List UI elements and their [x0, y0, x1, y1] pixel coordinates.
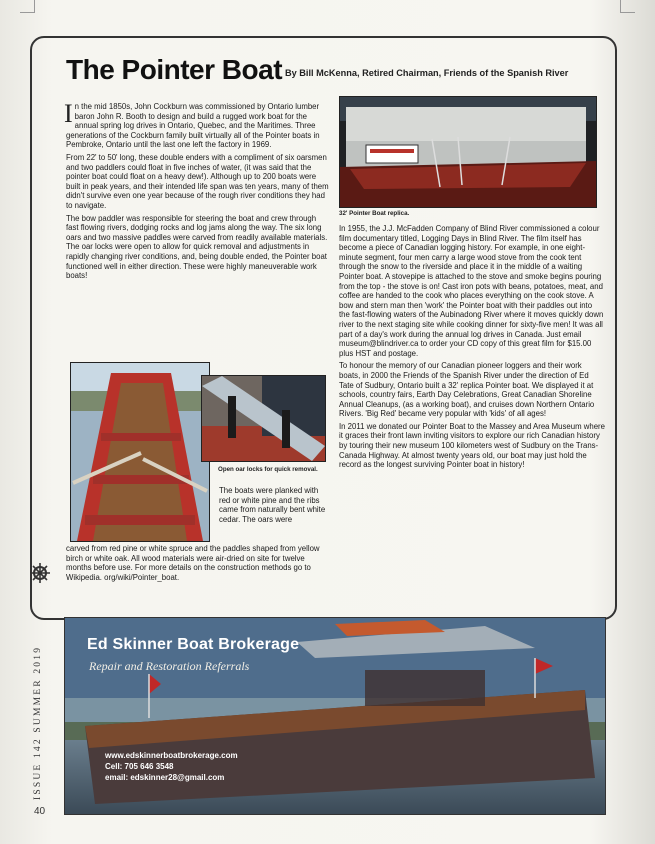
caption-replica: 32' Pointer Boat replica.	[339, 210, 410, 217]
boat-interior-illustration	[71, 363, 209, 541]
right-column	[339, 224, 605, 473]
ad-website[interactable]: www.edskinnerboatbrokerage.com	[105, 751, 238, 760]
crop-mark-left	[20, 0, 35, 13]
planked-text-block	[219, 486, 331, 527]
paragraph-documentary: In 1955, the J.J. McFadden Company of Blind River commissioned a colour film documentary titled, Logging Days in Blind River. The film itself has become a piece of Canadian logging history. For example, in one eight-minute segment, four men carry a large wood stove from the cook tent through the snow to the riverside and place it in the middle of a waiting Pointer boat. A stovepipe is attached to the stove and smoke begins pouring from the top - the stove is on! Cast iron pots with beans, potatoes, meat, and coffee are handed to the cook who places everything on the cook stove. A bow and stern man then 'work' the Pointer boat with their paddles out into the fast-flowing waters of the Aubinadong River where it moves quickly down river to the next staging site while cooking dinner for sixty-five men! It was all part of a day's work during the annual log drives in Canada. Just email museum@blindriver.ca to order your CD copy of this great film for $15.00 plus HST and postage.	[339, 224, 604, 358]
oar-lock-illustration	[202, 376, 325, 461]
replica-boat-illustration	[340, 97, 596, 207]
ship-wheel-icon	[29, 562, 51, 584]
paragraph-planked: The boats were planked with red or white pine and the ribs came from naturally bent white cedar. The oars were	[219, 486, 326, 524]
issue-label: ISSUE 142 SUMMER 2019	[33, 645, 43, 800]
caption-oar-locks: Open oar locks for quick removal.	[218, 466, 318, 473]
article-title: The Pointer Boat	[66, 54, 283, 85]
left-column	[64, 99, 330, 284]
photo-replica-boat	[339, 96, 597, 208]
crop-mark-right	[620, 0, 635, 13]
photo-oar-locks	[201, 375, 326, 462]
paragraph-intro-text: n the mid 1850s, John Cockburn was commissioned by Ontario lumber baron John R. Booth to design and build a rugged work boat for the annual spring log drives in Ontario, Quebec, and the Maritimes. Three generations of the Cockburn family built virtually all of the Pointer boats in Pembroke, Ontario until the last one left the factory in 1969.	[66, 102, 320, 150]
ad-ed-skinner	[64, 617, 606, 815]
page-number: 40	[34, 806, 46, 817]
drop-cap: I	[64, 99, 73, 128]
paragraph-honour: To honour the memory of our Canadian pioneer loggers and their work boats, in 2000 the Friends of the Spanish River under the direction of Ed Tate of Sudbury, Ontario built a 32' replica Pointer boat. We displayed it at schools, country fairs, Earth Day Celebrations, Great Canadian Shoreline Annual Cleanups, (as a working boat), and cruises down Northern Ontario Rivers. 'Big Red' became very popular with 'kids' of all ages!	[339, 361, 595, 419]
article-byline: By Bill McKenna, Retired Chairman, Friends of the Spanish River	[285, 68, 569, 78]
photo-pointer-boat-interior	[70, 362, 210, 542]
ad-email[interactable]: email: edskinner28@gmail.com	[105, 773, 225, 782]
paragraph-donation: In 2011 we donated our Pointer Boat to the Massey and Area Museum where it graces their front lawn inviting visitors to explore our rich Canadian history by touring their new museum 100 kilometers west of Sudbury on the Trans-Canada Highway. At almost twenty years old, our boat may just hold the record as the longest surviving Pointer boat in history!	[339, 421, 605, 470]
ad-phone: Cell: 705 646 3548	[105, 762, 174, 771]
ad-subtitle: Repair and Restoration Referrals	[89, 659, 250, 673]
continued-text-block	[66, 544, 331, 585]
paragraph-paddler: The bow paddler was responsible for steering the boat and crew through fast flowing rivers, dodging rocks and log jams along the way. The six long oars and two massive paddles were carved from readily available materials. The oar locks were open to allow for quick removal and adjustments in rapidly changing river conditions, and, being double ended, the Pointer boat functioned well in either direction. These were highly maneuverable work boats!	[66, 213, 328, 281]
paragraph-materials: carved from red pine or white spruce and the paddles shaped from yellow birch or white oak. All wood materials were air-dried on site for twelve months before use. For more details on the construction methods go to Wikipedia. org/wiki/Pointer_boat.	[66, 544, 320, 582]
paragraph-intro	[64, 99, 330, 150]
ad-title: Ed Skinner Boat Brokerage	[87, 636, 300, 653]
ad-contact	[105, 750, 238, 783]
paragraph-dimensions: From 22' to 50' long, these double enders with a compliment of six oarsmen and two paddlers could float in five inches of water, (it was said that the pointer boat could float on a heavy dew!). Although up to 200 boats were built in peak years, and their intended life span was ten years, many of them didn't survive even one year because of the rough river conditions they had to navigate.	[66, 152, 329, 210]
